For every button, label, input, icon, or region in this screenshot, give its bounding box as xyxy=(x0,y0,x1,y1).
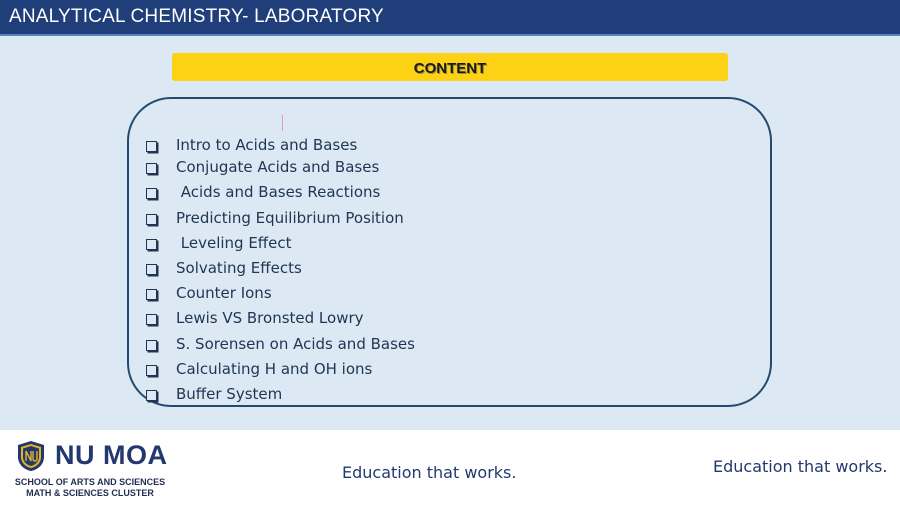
tagline-right: Education that works. xyxy=(713,457,888,476)
footer xyxy=(0,430,900,506)
logo-subtitle-cluster: MATH & SCIENCES CLUSTER xyxy=(26,488,154,498)
text-cursor xyxy=(282,115,283,131)
checkbox-bullet-icon xyxy=(146,390,157,401)
checkbox-bullet-icon xyxy=(146,188,157,199)
topic-label: Counter Ions xyxy=(176,284,272,302)
topic-label: Calculating H and OH ions xyxy=(176,360,373,378)
topic-label: Buffer System xyxy=(176,385,283,403)
topic-label: Acids and Bases Reactions xyxy=(176,183,381,201)
checkbox-bullet-icon xyxy=(146,214,157,225)
topic-label: S. Sorensen on Acids and Bases xyxy=(176,335,415,353)
checkbox-bullet-icon xyxy=(146,340,157,351)
checkbox-bullet-icon xyxy=(146,289,157,300)
topic-label: Leveling Effect xyxy=(176,234,292,252)
topic-label: Solvating Effects xyxy=(176,259,302,277)
content-banner xyxy=(172,53,728,81)
checkbox-bullet-icon xyxy=(146,163,157,174)
checkbox-bullet-icon xyxy=(146,141,157,152)
slide-title: ANALYTICAL CHEMISTRY- LABORATORY xyxy=(9,6,384,27)
checkbox-bullet-icon xyxy=(146,314,157,325)
logo-wordmark: NU MOA xyxy=(55,440,168,470)
content-banner-label: CONTENT xyxy=(413,60,487,77)
tagline-center: Education that works. xyxy=(342,463,517,482)
topic-label: Lewis VS Bronsted Lowry xyxy=(176,309,364,327)
checkbox-bullet-icon xyxy=(146,365,157,376)
logo-subtitle-school: SCHOOL OF ARTS AND SCIENCES xyxy=(14,477,166,487)
checkbox-bullet-icon xyxy=(146,239,157,250)
topic-label: Predicting Equilibrium Position xyxy=(176,209,404,227)
topic-label: Conjugate Acids and Bases xyxy=(176,158,380,176)
nu-shield-logo-icon xyxy=(17,440,45,472)
title-bar xyxy=(0,0,900,36)
topic-label: Intro to Acids and Bases xyxy=(176,136,358,154)
checkbox-bullet-icon xyxy=(146,264,157,275)
